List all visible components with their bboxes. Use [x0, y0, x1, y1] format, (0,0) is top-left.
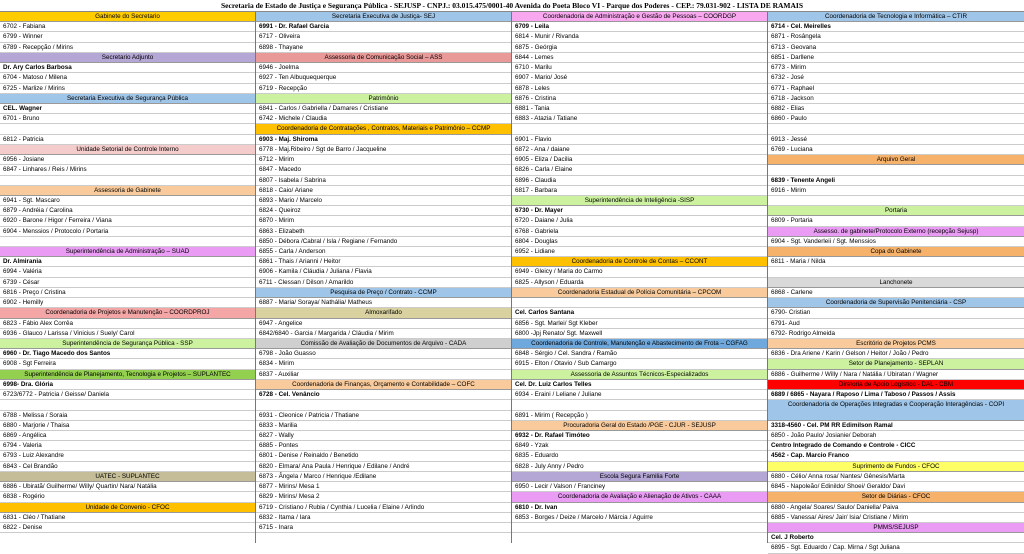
- extension-entry: 6820 - Elmara/ Ana Paula / Henrique / Edilane / André: [256, 462, 511, 472]
- extension-entry: 6883 - Atazia / Tatiane: [512, 114, 767, 124]
- extension-entry: 6896 - Claudia: [512, 176, 767, 186]
- column-3: [512, 12, 768, 543]
- extension-entry: 6730 - Dr. Mayer: [512, 206, 767, 216]
- section-header: Setor de Diárias - CFOC: [768, 492, 1024, 502]
- blank-row: [0, 176, 255, 186]
- extension-entry: 6728 - Cel. Venâncio: [256, 390, 511, 400]
- extension-entry: 6793 - Luiz Alexandre: [0, 451, 255, 461]
- extension-entry: 6778 - Maj.Ribeiro / Sgt de Barro / Jacqueline: [256, 145, 511, 155]
- blank-row: [0, 124, 255, 134]
- extension-entry: 6941 - Sgt. Mascaro: [0, 196, 255, 206]
- extension-entry: 6831 - Cléo / Thatiane: [0, 513, 255, 523]
- extension-entry: 6851 - Darllene: [768, 53, 1024, 63]
- extension-entry: 6849 - Yzak: [512, 441, 767, 451]
- extension-entry: 6723/6772 - Patricia / Geisse/ Daniela: [0, 390, 255, 400]
- extension-entry: 6739 - César: [0, 278, 255, 288]
- section-header: Coordenadoria de Controle de Contas – CCONT: [512, 257, 767, 267]
- extension-entry: 6872 - Ana / daiane: [512, 145, 767, 155]
- section-header: Portaria: [768, 206, 1024, 216]
- extension-entry: 6717 - Oliveira: [256, 32, 511, 42]
- extension-entry: 6946 - Joelma: [256, 63, 511, 73]
- extension-entry: 6742 - Michele / Claudia: [256, 114, 511, 124]
- extension-entry: 6838 - Rogério: [0, 492, 255, 502]
- extension-entry: 6799 - Winner: [0, 32, 255, 42]
- extension-entry: 6818 - Caio/ Ariane: [256, 186, 511, 196]
- blank-row: [512, 400, 767, 410]
- extension-entry: 6875 - Geórgia: [512, 43, 767, 53]
- extension-entry: Dr. Ary Carlos Barbosa: [0, 63, 255, 73]
- extension-entry: 6812 - Patricia: [0, 135, 255, 145]
- extension-entry: 6885 - Vanessa/ Aires/ Jair/ Isia/ Cristiane / Mirim: [768, 513, 1024, 523]
- extension-entry: 6898 - Thayane: [256, 43, 511, 53]
- extension-entry: 6712 - Mirim: [256, 155, 511, 165]
- section-header: Coordenadoria de Avaliação e Alienação de Ativos - CAAA: [512, 492, 767, 502]
- extension-entry: 6839 - Tenente Angeli: [768, 176, 1024, 186]
- blank-row: [0, 400, 255, 410]
- section-header: Superintendência de Segurança Pública - SSP: [0, 339, 255, 349]
- section-header: Coordenadoria de Supervisão Penitenciária - CSP: [768, 298, 1024, 308]
- extension-entry: 6879 - Andréia / Carolina: [0, 206, 255, 216]
- section-header: Setor de Planejamento - SEPLAN: [768, 359, 1024, 369]
- extension-entry: 6904 - Sgt. Vanderleii / Sgt. Menssios: [768, 237, 1024, 247]
- blank-row: [512, 124, 767, 134]
- extension-entry: 6834 - Mirim: [256, 359, 511, 369]
- extension-entry: 6882 - Elias: [768, 104, 1024, 114]
- section-header: Patrimônio: [256, 94, 511, 104]
- extension-entry: Cel. Dr. Luiz Carlos Telles: [512, 380, 767, 390]
- extension-entry: 6891 - Mirim ( Recepção ): [512, 411, 767, 421]
- extension-entry: 6932 - Dr. Rafael Timóteo: [512, 431, 767, 441]
- extension-entry: 6901 - Flavio: [512, 135, 767, 145]
- extension-entry: 6841 - Carlos / Gabriella / Damares / Cristiane: [256, 104, 511, 114]
- extension-entry: 6936 - Glauco / Larissa / Vinicius / Suely/ Carol: [0, 329, 255, 339]
- extension-entry: 6842/6840 - Garcia / Margarida / Cláudia / Mirim: [256, 329, 511, 339]
- extension-entry: 6832 - Itama / Iara: [256, 513, 511, 523]
- section-header: Assessoria de Assuntos Técnicos-Especializados: [512, 370, 767, 380]
- extension-entry: 6828 - July Anny / Pedro: [512, 462, 767, 472]
- section-header: Procuradoria Geral do Estado /PGE - CJUR - SEJUSP: [512, 421, 767, 431]
- section-header: Superintendência de Inteligência -SISP: [512, 196, 767, 206]
- extension-entry: 6881 - Tania: [512, 104, 767, 114]
- extension-entry: CEL. Wagner: [0, 104, 255, 114]
- extension-entry: 6732 - José: [768, 73, 1024, 83]
- extension-entry: 6847 - Macedo: [256, 165, 511, 175]
- section-header: Escritório de Projetos PCMS: [768, 339, 1024, 349]
- extension-entry: 6855 - Carla / Anderson: [256, 247, 511, 257]
- extension-entry: 6861 - Thais / Arianni / Heitor: [256, 257, 511, 267]
- extension-entry: 6790- Cristian: [768, 308, 1024, 318]
- extension-entry: 6822 - Denise: [0, 523, 255, 533]
- extension-entry: 6835 - Eduardo: [512, 451, 767, 461]
- extension-entry: 6701 - Bruno: [0, 114, 255, 124]
- extension-entry: 6702 - Fabiana: [0, 22, 255, 32]
- extension-entry: 6845 - Napoleão/ Edinildo/ Shoei/ Geraldo/ Davi: [768, 482, 1024, 492]
- extension-entry: 6719 - Recepção: [256, 84, 511, 94]
- section-header: Coordenadoria de Tecnologia e Informática – CTIR: [768, 12, 1024, 22]
- extension-entry: 6873 - Ângela / Marco / Henrique /Edilane: [256, 472, 511, 482]
- extension-entry: 6927 - Ten Albuquequerque: [256, 73, 511, 83]
- extension-entry: 6850 - Débora /Cabral / Isla / Regiane / Fernando: [256, 237, 511, 247]
- extension-entry: 6844 - Lemes: [512, 53, 767, 63]
- extension-entry: 6816 - Preço / Cristina: [0, 288, 255, 298]
- extension-entry: 6887 - Maria/ Soraya/ Nathália/ Matheus: [256, 298, 511, 308]
- blank-row: [768, 165, 1024, 175]
- section-header: Comissão de Avaliação de Documentos de Arquivo - CADA: [256, 339, 511, 349]
- extension-entry: 6902 - Hemilly: [0, 298, 255, 308]
- extension-entry: 6880 - Célio/ Anna rosa/ Nantes/ Gênesis/Marta: [768, 472, 1024, 482]
- extension-entry: 6769 - Luciana: [768, 145, 1024, 155]
- extension-entry: 6719 - Cristiano / Rubia / Cynthia / Lucelia / Elaine / Arlindo: [256, 503, 511, 513]
- column-4: [768, 12, 1024, 552]
- extension-entry: 6768 - Gabriela: [512, 227, 767, 237]
- section-header: Coordenadoria de Controle, Manutenção e Abastecimento de Frota – CGFAG: [512, 339, 767, 349]
- section-header: Diretoria de Apoio Logístico - DAL - CBM: [768, 380, 1024, 390]
- extension-entry: 6798 - João Guasso: [256, 349, 511, 359]
- extension-entry: 6811 - Maria / Nilda: [768, 257, 1024, 267]
- extension-entry: 6860 - Paulo: [768, 114, 1024, 124]
- extension-entry: 6869 - Angélica: [0, 431, 255, 441]
- extension-entry: 6824 - Queiroz: [256, 206, 511, 216]
- section-header: Assesso. de gabinete/Protocolo Externo (recepção Sejusp): [768, 227, 1024, 237]
- extension-entry: 6885 - Pontes: [256, 441, 511, 451]
- blank-row: [512, 298, 767, 308]
- extension-entry: 6920 - Barone / Higor / Ferreira / Viana: [0, 216, 255, 226]
- extension-entry: 6889 / 6865 - Nayara / Raposo / Lima / Taboso / Passos / Assis: [768, 390, 1024, 400]
- extension-entry: 6878 - Leles: [512, 84, 767, 94]
- section-header: Escola Segura Familia Forte: [512, 472, 767, 482]
- extension-entry: 6801 - Denise / Reinaldo / Benetido: [256, 451, 511, 461]
- extension-entry: 6837 - Auxiliar: [256, 370, 511, 380]
- blank-row: [768, 267, 1024, 277]
- extension-entry: Dr. Almirania: [0, 257, 255, 267]
- extension-entry: 6711 - Clessan / Dilson / Amarildo: [256, 278, 511, 288]
- extension-entry: 6856 - Sgt. Marlei/ Sgt Kleber: [512, 319, 767, 329]
- section-header: UATEC - SUPLANTEC: [0, 472, 255, 482]
- column-2: [256, 12, 512, 543]
- extension-entry: 6913 - Jessé: [768, 135, 1024, 145]
- extension-entry: 6718 - Jackson: [768, 94, 1024, 104]
- section-header: Secretario Adjunto: [0, 53, 255, 63]
- extension-entry: 6998- Dra. Glória: [0, 380, 255, 390]
- extension-entry: 6817 - Barbara: [512, 186, 767, 196]
- extension-entry: 6794 - Valeria: [0, 441, 255, 451]
- extension-entry: 6847 - Linhares / Reis / Mirins: [0, 165, 255, 175]
- extension-entry: 6789 - Recepção / Mirins: [0, 43, 255, 53]
- extension-entry: 6886 - Ubiratã/ Guilherme/ Willy/ Quartin/ Nara/ Natália: [0, 482, 255, 492]
- extension-entry: 6771 - Raphael: [768, 84, 1024, 94]
- extension-entry: 6960 - Dr. Tiago Macedo dos Santos: [0, 349, 255, 359]
- extension-entry: 6826 - Carla / Elaine: [512, 165, 767, 175]
- extension-entry: 6880 - Angela/ Soares/ Saulo/ Daniella/ Paiva: [768, 503, 1024, 513]
- section-header: Unidade Setorial de Controle Interno: [0, 145, 255, 155]
- section-header: Secretaria Executiva de Segurança Pública: [0, 94, 255, 104]
- extension-entry: 6710 - Marilu: [512, 63, 767, 73]
- extension-entry: 6829 - Mirins/ Mesa 2: [256, 492, 511, 502]
- section-header: Lanchonete: [768, 278, 1024, 288]
- extension-entry: 6809 - Portaria: [768, 216, 1024, 226]
- section-header: Gabinete do Secretario: [0, 12, 255, 22]
- extension-entry: 4562 - Cap. Marcio Franco: [768, 451, 1024, 461]
- blank-row: [512, 523, 767, 533]
- blank-row: [768, 196, 1024, 206]
- extension-entry: 6863 - Elizabeth: [256, 227, 511, 237]
- extension-entry: 6915 - Elton / Otavio / Sub Camargo: [512, 359, 767, 369]
- extension-entry: 6843 - Cel Brandão: [0, 462, 255, 472]
- section-header: Assessoria de Comunicação Social – ASS: [256, 53, 511, 63]
- extension-entry: 6947 - Angelice: [256, 319, 511, 329]
- blank-row: [768, 124, 1024, 134]
- extension-entry: 6880 - Marjorie / Thaisa: [0, 421, 255, 431]
- extension-entry: 6934 - Eraini / Leliane / Juliane: [512, 390, 767, 400]
- extension-entry: 6950 - Lecir / Valson / Franciney: [512, 482, 767, 492]
- section-header: Coordenadoria de Projetos e Manutenção – COORDPROJ: [0, 308, 255, 318]
- section-header: Superintendência de Administração – SUAD: [0, 247, 255, 257]
- column-1: [0, 12, 256, 543]
- extension-entry: 6807 - Isabela / Sabrina: [256, 176, 511, 186]
- section-header: Assessoria de Gabinete: [0, 186, 255, 196]
- extension-entry: 6895 - Sgt. Eduardo / Cap. Mirna / Sgt Juliana: [768, 543, 1024, 553]
- section-header: Almoxarifado: [256, 308, 511, 318]
- extension-entry: 6893 - Mario / Marcelo: [256, 196, 511, 206]
- extension-entry: 6991 - Dr. Rafael Garcia: [256, 22, 511, 32]
- section-header: PMMS/SEJUSP: [768, 523, 1024, 533]
- section-header: Pesquisa de Preço / Contrato - CCMP: [256, 288, 511, 298]
- section-header: Coordenadoria de Contratações , Contratos, Materiais e Patrimônio – CCMP: [256, 124, 511, 134]
- extension-entry: 6877 - Mirins/ Mesa 1: [256, 482, 511, 492]
- section-header: Coordenadoria de Administração e Gestão de Pessoas – COORDGP: [512, 12, 767, 22]
- extension-entry: 6823 - Fábio Alex Corrêa: [0, 319, 255, 329]
- extension-entry: 6791- Aud: [768, 319, 1024, 329]
- extension-entry: 6994 - Valéria: [0, 267, 255, 277]
- section-header: Unidade de Convenio - CFOC: [0, 503, 255, 513]
- section-header: Superintendência de Planejamento, Tecnologia e Projetos – SUPLANTEC: [0, 370, 255, 380]
- extension-entry: 6916 - Mirim: [768, 186, 1024, 196]
- extension-entry: 6825 - Allyson / Eduarda: [512, 278, 767, 288]
- blank-row: [0, 237, 255, 247]
- extension-entry: 6804 - Douglas: [512, 237, 767, 247]
- extension-entry: 6715 - Inara: [256, 523, 511, 533]
- extension-entry: 6907 - Mario/ José: [512, 73, 767, 83]
- extension-entry: 6833 - Marilia: [256, 421, 511, 431]
- extension-entry: 6853 - Borges / Deize / Marcelo / Márcia / Aguirre: [512, 513, 767, 523]
- extension-entry: 6871 - Rosângela: [768, 32, 1024, 42]
- extension-entry: 6704 - Matoso / Milena: [0, 73, 255, 83]
- extension-entry: Cel. J Roberto: [768, 533, 1024, 543]
- extension-entry: Centro Integrado de Comando e Controle - CICC: [768, 441, 1024, 451]
- extension-entry: 6956 - Josiane: [0, 155, 255, 165]
- section-header: Coordenadoria de Operações Integradas e Cooperação Interagências - COPI: [768, 400, 1024, 420]
- extension-entry: 6788 - Melissa / Soraia: [0, 411, 255, 421]
- section-header: Coordenadoria de Finanças, Orçamento e Contabilidade – COFC: [256, 380, 511, 390]
- extension-entry: 6827 - Wally: [256, 431, 511, 441]
- extension-entry: 6848 - Sérgio / Cel. Sandra / Ramão: [512, 349, 767, 359]
- extension-columns: [0, 12, 1024, 552]
- section-header: Secretaria Executiva de Justiça- SEJ: [256, 12, 511, 22]
- extension-entry: 6908 - Sgt Ferreira: [0, 359, 255, 369]
- extension-entry: 6814 - Munir / Rivanda: [512, 32, 767, 42]
- extension-entry: 6949 - Gleicy / Maria do Carmo: [512, 267, 767, 277]
- extension-entry: 6720 - Daiane / Julia: [512, 216, 767, 226]
- document-title: Secretaria de Estado de Justiça e Segurança Pública - SEJUSP - CNPJ.: 03.015.475/0001-40 Avenida do Poeta Bloco VI - Parque dos Poderes - CEP.: 79.031-902 - LISTA DE RAMAIS: [0, 0, 1024, 12]
- section-header: Arquivo Geral: [768, 155, 1024, 165]
- extension-entry: 6709 - Leila: [512, 22, 767, 32]
- extension-entry: 6905 - Eliza / Dacilia: [512, 155, 767, 165]
- extension-entry: 6903 - Maj. Shiroma: [256, 135, 511, 145]
- extension-entry: 6868 - Carlene: [768, 288, 1024, 298]
- extension-entry: 6876 - Cristina: [512, 94, 767, 104]
- section-header: Copa do Gabinete: [768, 247, 1024, 257]
- extension-entry: 6850 - João Paulo/ Josianie/ Deborah: [768, 431, 1024, 441]
- extension-entry: 6836 - Dra Ariene / Karin / Gelson / Heitor / João / Pedro: [768, 349, 1024, 359]
- extension-entry: 6904 - Menssios / Protocolo / Portaria: [0, 227, 255, 237]
- extension-entry: 6931 - Cleonice / Patricia / Thatiane: [256, 411, 511, 421]
- extension-entry: 6773 - Mirim: [768, 63, 1024, 73]
- section-header: Suprimento de Fundos - CFOC: [768, 462, 1024, 472]
- extension-entry: 6792- Rodrigo Almeida: [768, 329, 1024, 339]
- extension-entry: 6810 - Dr. Ivan: [512, 503, 767, 513]
- extension-entry: Cel. Carlos Santana: [512, 308, 767, 318]
- section-header: Coordenadoria Estadual de Polícia Comunitária – CPCOM: [512, 288, 767, 298]
- extension-entry: 6870 - Mirim: [256, 216, 511, 226]
- extension-entry: 6725 - Marlize / Mirins: [0, 84, 255, 94]
- extension-entry: 6713 - Geovana: [768, 43, 1024, 53]
- extension-entry: 6886 - Guilherme / Willy / Nara / Natália / Ubiratan / Wagner: [768, 370, 1024, 380]
- extension-entry: 6800 -Jpj Renato/ Sgt. Maxwell: [512, 329, 767, 339]
- blank-row: [256, 400, 511, 410]
- extension-entry: 6906 - Kamila / Cláudia / Juliana / Flavia: [256, 267, 511, 277]
- extension-entry: 3318-4560 - Cel. PM RR Edimilson Ramal: [768, 421, 1024, 431]
- extension-entry: 6952 - Lidiane: [512, 247, 767, 257]
- extension-entry: 6714 - Cel. Meirelles: [768, 22, 1024, 32]
